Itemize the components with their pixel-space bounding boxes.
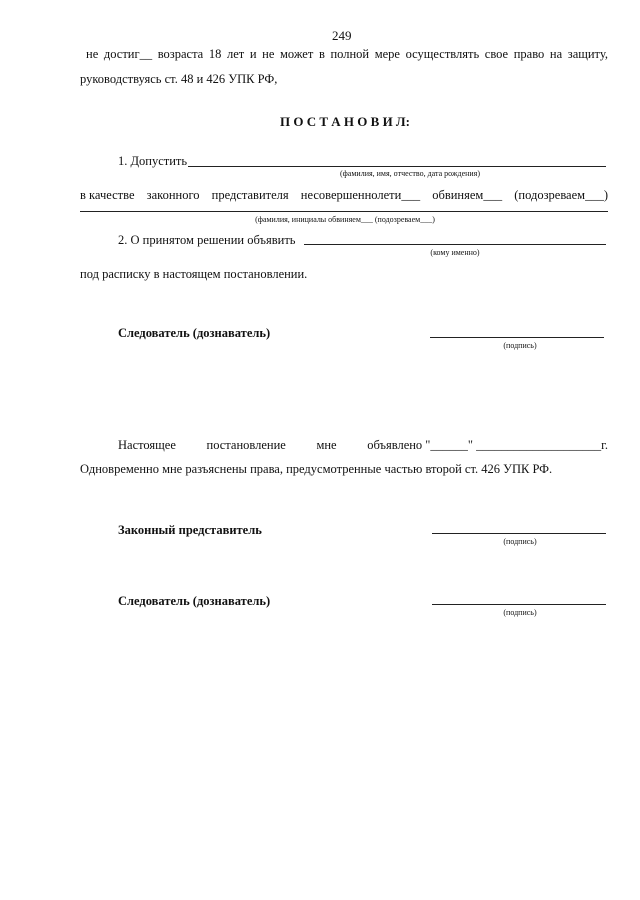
intro-word: не	[86, 47, 99, 61]
intro-word: лет	[226, 47, 245, 61]
announcement-word: Настоящее	[118, 438, 176, 452]
item1-word: (подозреваем___)	[514, 188, 608, 202]
legal-representative-label: Законный представитель	[118, 523, 262, 537]
announcement-word: мне	[316, 438, 337, 452]
intro-word: защиту,	[567, 47, 608, 61]
intro-word: осуществлять	[405, 47, 480, 61]
item1-word: представителя	[211, 188, 289, 202]
intro-word: свое	[484, 47, 509, 61]
announcement-line-2: Одновременно мне разъяснены права, предусмотренные частью второй ст. 426 УПК РФ.	[80, 462, 553, 476]
item1-accused-hint: (фамилия, инициалы обвиняем___ (подозреваем___)	[255, 215, 435, 224]
signature-hint-2: (подпись)	[503, 537, 537, 546]
investigator-signature-line-1[interactable]	[430, 337, 604, 338]
intro-word: достиг__	[103, 47, 153, 61]
item2-whom-hint: (кому именно)	[430, 248, 480, 257]
item1-word: законного	[146, 188, 200, 202]
investigator-label-1: Следователь (дознаватель)	[118, 326, 271, 340]
item1-word: несовершеннолети___	[300, 188, 421, 202]
item1-accused-line[interactable]	[80, 211, 608, 212]
item1-name-hint: (фамилия, имя, отчество, дата рождения)	[339, 169, 481, 178]
intro-word: 18	[208, 47, 222, 61]
announcement-word: объявлено "______" ____________________г.	[367, 438, 608, 452]
resolution-heading: П О С Т А Н О В И Л:	[280, 114, 410, 129]
intro-word: может	[279, 47, 314, 61]
intro-word: и	[249, 47, 257, 61]
intro-word: на	[549, 47, 563, 61]
intro-word: в	[318, 47, 325, 61]
signature-hint-3: (подпись)	[503, 608, 537, 617]
item1-word: обвиняем___	[432, 188, 503, 202]
intro-word: мере	[374, 47, 400, 61]
announcement-line-1	[118, 438, 608, 453]
investigator-label-2: Следователь (дознаватель)	[118, 594, 271, 608]
intro-word: возраста	[157, 47, 204, 61]
item2-whom-line[interactable]	[304, 244, 606, 245]
item1-word: в качестве	[80, 188, 135, 202]
item1-name-line[interactable]	[188, 166, 606, 167]
intro-word: полной	[330, 47, 370, 61]
item2-line-2: под расписку в настоящем постановлении.	[80, 267, 308, 281]
page-number: 249	[332, 28, 352, 43]
intro-word: право	[513, 47, 545, 61]
investigator-signature-line-2[interactable]	[432, 604, 606, 605]
intro-line-1	[86, 47, 608, 62]
intro-word: не	[262, 47, 275, 61]
legal-representative-signature-line[interactable]	[432, 533, 606, 534]
announcement-word: постановление	[206, 438, 286, 452]
item2-label: 2. О принятом решении объявить	[118, 233, 296, 247]
signature-hint-1: (подпись)	[503, 341, 537, 350]
intro-line-2: руководствуясь ст. 48 и 426 УПК РФ,	[80, 72, 278, 86]
item1-label: 1. Допустить	[118, 154, 188, 168]
item1-capacity-line	[80, 188, 608, 203]
